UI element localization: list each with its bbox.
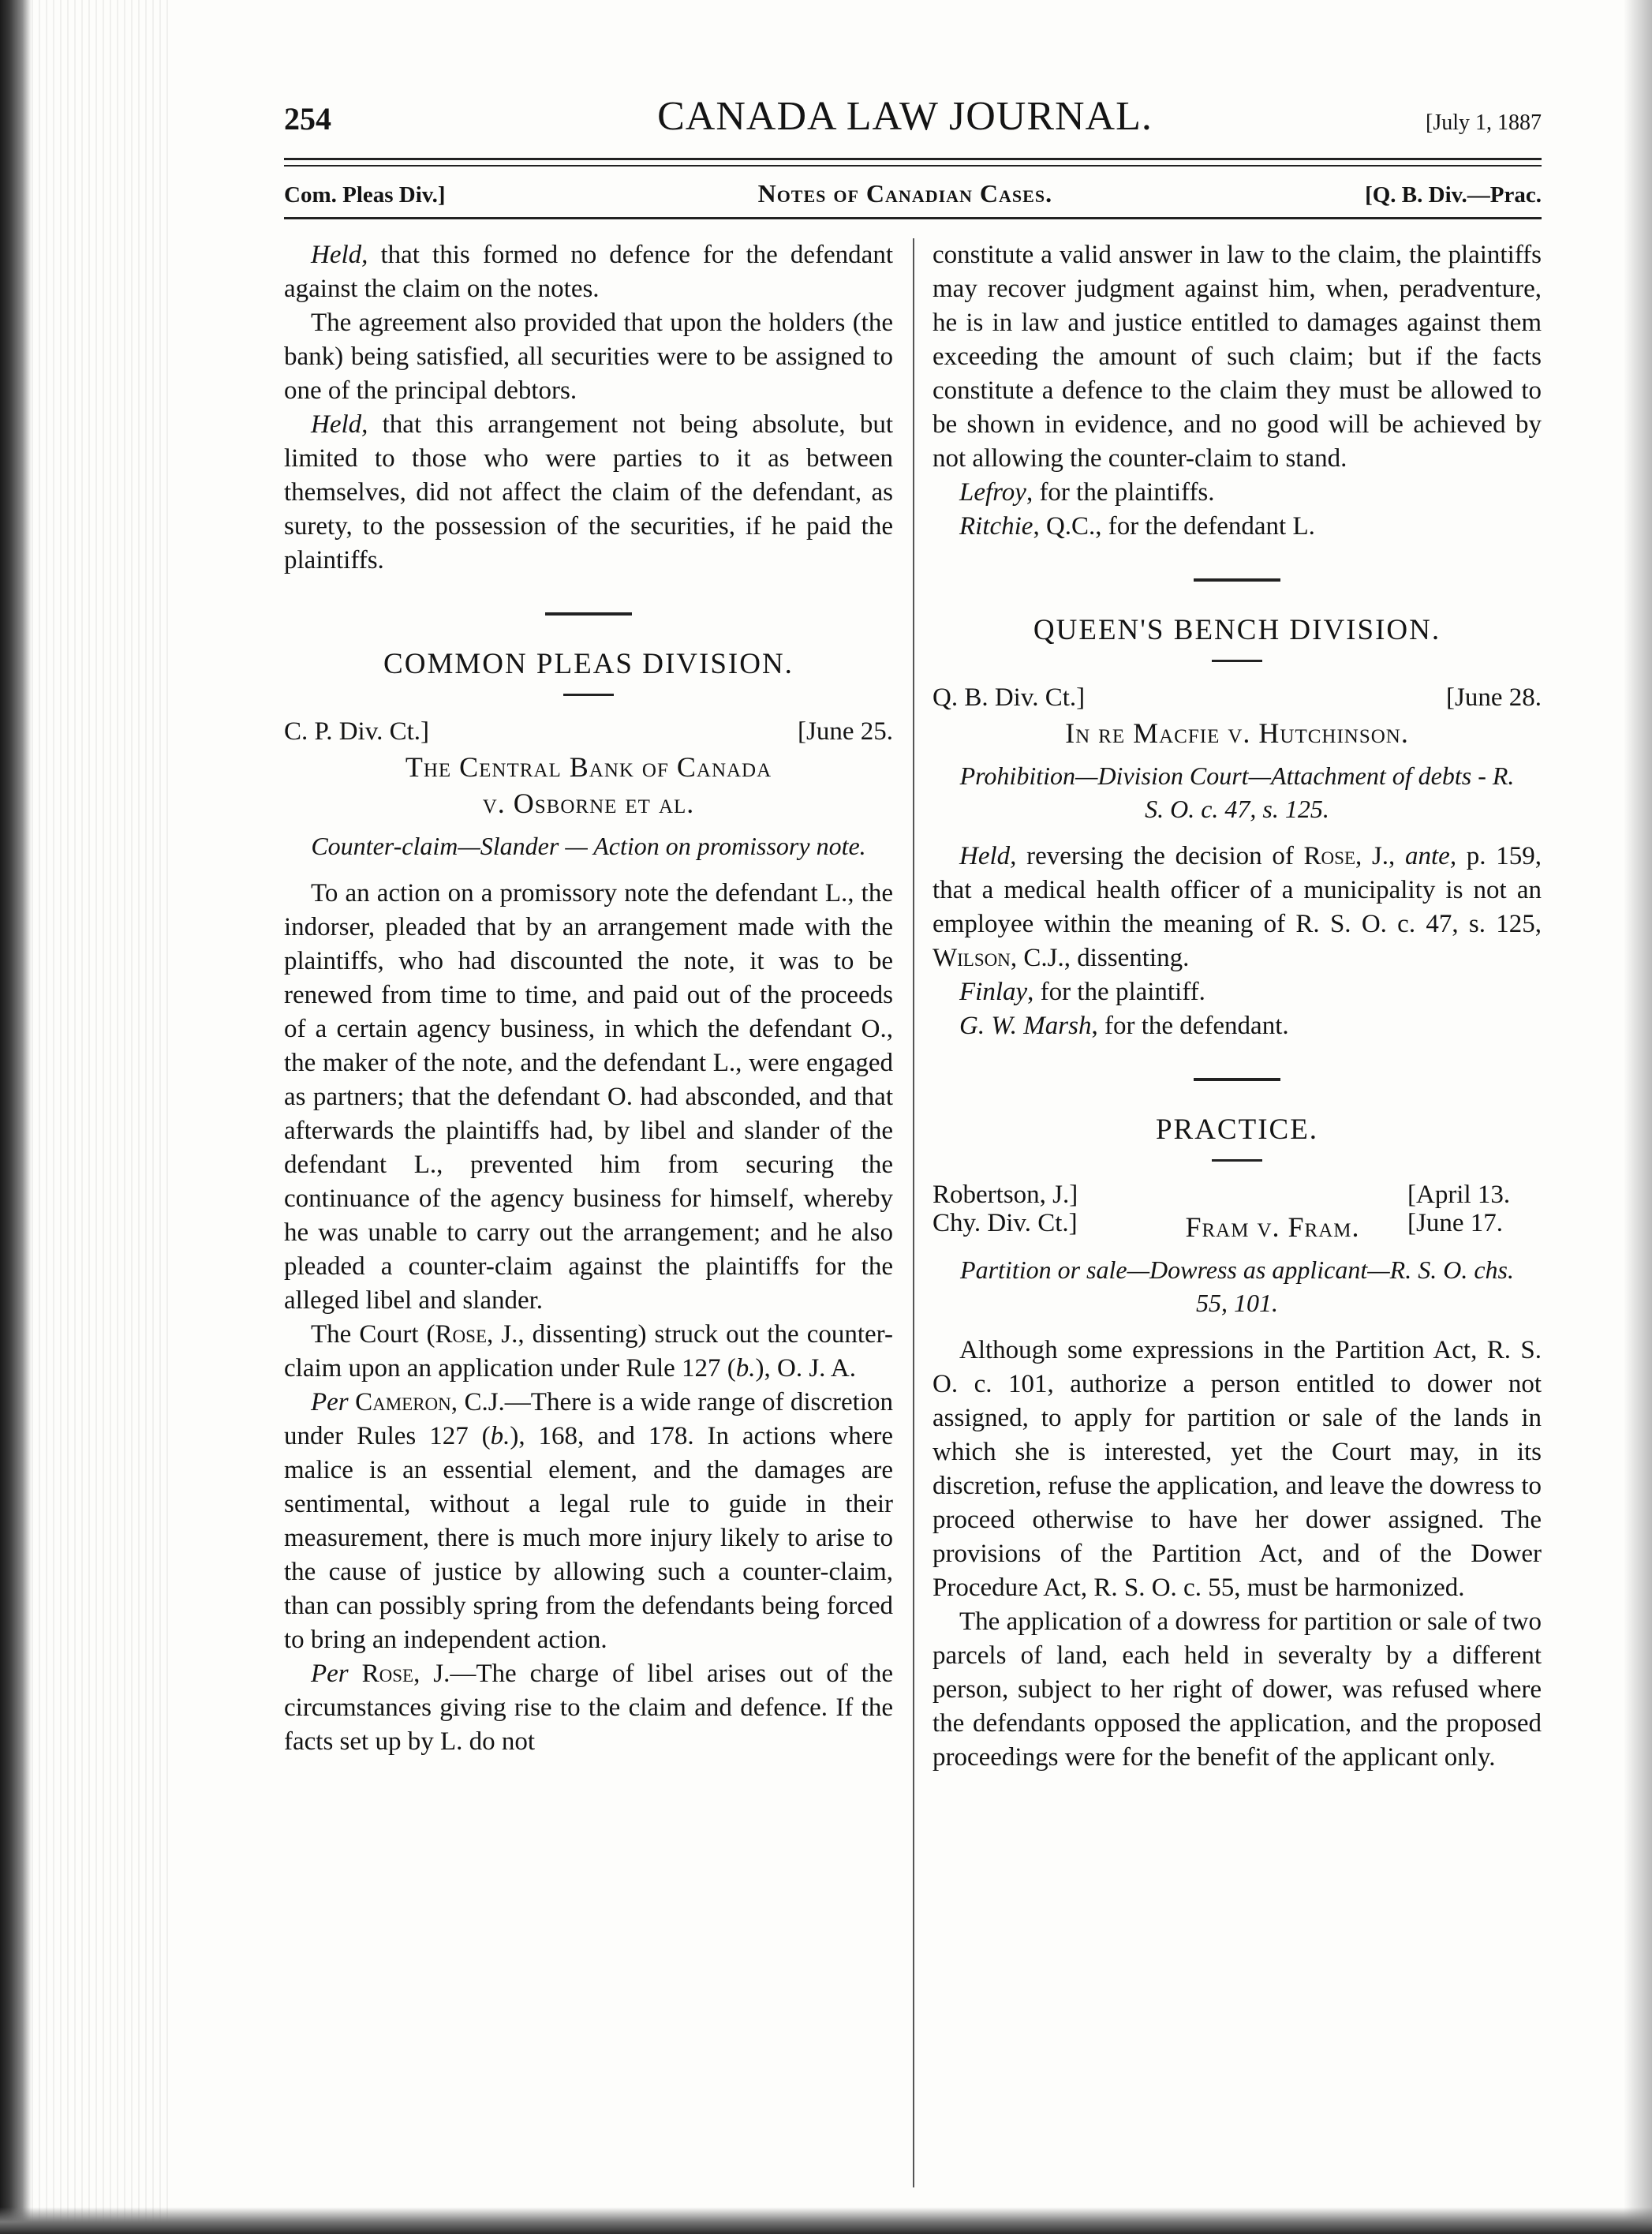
- paragraph-text: , J.,: [1355, 842, 1406, 870]
- paragraph-text: ), 168, and 178. In actions where malice is an essential element, and the damages are sentimental, without a legal rule to guide in their measurement, there is much more injury likely to arise to the cause of justice by allowing such a counter-claim, than can possibly spring from the defendants being forced to bring an independent action.: [284, 1422, 893, 1654]
- heading-rule: [563, 694, 614, 696]
- case-date: [June 17.: [1407, 1209, 1503, 1237]
- paragraph: The application of a dowress for partition or sale of two parcels of land, each held in severalty by a different person, subject to her right of dower, was refused where the defendants opposed the application, and the proposed proceedings were for the benefit of the applicant only.: [933, 1607, 1542, 1772]
- case-title: [284, 749, 893, 821]
- section-separator: [1194, 1078, 1280, 1081]
- paragraph-italic: b.: [490, 1422, 510, 1450]
- subhead-rule: [284, 217, 1542, 219]
- header-double-rule: [284, 158, 1542, 167]
- court-label: C. P. Div. Ct.]: [284, 717, 429, 746]
- case-title-line: The Central Bank of Canada: [405, 751, 772, 783]
- paragraph-text: ), O. J. A.: [755, 1354, 856, 1383]
- running-head: [284, 93, 1542, 152]
- counsel-line: [933, 510, 1542, 544]
- per-word: Per: [311, 1388, 356, 1416]
- judge-label: Robertson, J.]: [933, 1181, 1078, 1209]
- case-court-line: [933, 681, 1542, 715]
- paragraph-text: The Court (: [311, 1320, 435, 1349]
- judge-name: Wilson: [933, 944, 1011, 972]
- paragraph-text: reversing the decision of: [1016, 842, 1304, 870]
- section-separator: [545, 612, 632, 616]
- center-section-label: Notes of Canadian Cases.: [757, 179, 1053, 208]
- section-separator: [1194, 578, 1280, 582]
- counsel-name: Ritchie: [959, 512, 1033, 541]
- scan-bottom-edge: [0, 2207, 1652, 2234]
- section-heading-queens-bench: QUEEN'S BENCH DIVISION.: [1033, 614, 1441, 646]
- paragraph: The agreement also provided that upon the holders (the bank) being satisfied, all securities were to be assigned to one of the principal debtors.: [284, 309, 893, 405]
- case-court-line: [284, 715, 893, 749]
- paragraph-text: , J.—The charge of libel arises out of the circumstances giving rise to the claim and defence. If the facts set up by L. do not: [284, 1660, 893, 1756]
- judge-name: Rose: [1303, 842, 1355, 870]
- page-number: 254: [284, 101, 331, 137]
- held-word: Held,: [959, 842, 1017, 870]
- paragraph: [284, 408, 893, 578]
- section-heading-common-pleas: COMMON PLEAS DIVISION.: [383, 648, 794, 680]
- catchwords: Prohibition—Division Court—Attachment of debts - R. S. O. c. 47, s. 125.: [959, 762, 1515, 823]
- catchwords: Counter-claim—Slander — Action on promissory note.: [311, 832, 866, 860]
- court-label: Chy. Div. Ct.]: [933, 1209, 1078, 1237]
- paragraph-text: , C.J., dissenting.: [1010, 944, 1190, 972]
- case-title-line: v. Osborne et al.: [482, 788, 695, 819]
- left-section-label: Com. Pleas Div.]: [284, 182, 446, 208]
- counsel-text: , Q.C., for the defendant L.: [1033, 512, 1315, 541]
- paragraph: To an action on a promissory note the defendant L., the indorser, pleaded that by an arrangement made with the plaintiffs, who had discounted the note, it was to be renewed from time to time, and paid out of the proceeds of a certain agency business, in which the defendant O., the maker of the note, and the defendant L., were engaged as partners; that the defendant O. had absconded, and that afterwards the plaintiffs had, by libel and slander of the defendant L., prevented him from securing the continuance of the agency business for himself, whereby he was unable to carry out the arrangement; and he also pleaded a counter-claim against the plaintiffs for the alleged libel and slander.: [284, 879, 893, 1315]
- paragraph-text: that this arrangement not being absolute, but limited to those who were parties to it as between themselves, did not affect the claim of the defendant, as surety, to the possession of the securities, if he paid the plaintiffs.: [284, 410, 893, 574]
- paragraph: constitute a valid answer in law to the claim, the plaintiffs may recover judgment against him, when, peradventure, he is in law and justice entitled to damages against them exceeding the amount of such claim; but if the facts constitute a defence to the claim they must be allowed to be shown in evidence, and no good will be achieved by not allowing the counter-claim to stand.: [933, 241, 1542, 473]
- paragraph: [284, 1386, 893, 1657]
- paragraph-text: , J., dissenting) struck out the counter-claim upon an application under Rule 127 (: [284, 1320, 893, 1383]
- journal-title: CANADA LAW JOURNAL.: [657, 94, 1153, 139]
- judge-name: Rose: [435, 1320, 487, 1349]
- counsel-name: Lefroy: [959, 478, 1026, 507]
- paragraph-italic: ante,: [1405, 842, 1457, 870]
- paragraph: Although some expressions in the Partition Act, R. S. O. c. 101, authorize a person entitled to dower not assigned, to apply for partition or sale of the lands in which she is interested, yet the Court may, in its discretion, refuse the application, and leave the dowress to proceed otherwise to have her dower assigned. The provisions of the Partition Act, and of the Dower Procedure Act, R. S. O. c. 55, must be harmonized.: [933, 1336, 1542, 1602]
- judge-name: Cameron: [355, 1388, 451, 1416]
- case-title: Fram v. Fram.: [1185, 1211, 1360, 1243]
- column-divider: [913, 238, 914, 2187]
- heading-rule: [1212, 660, 1262, 662]
- counsel-text: , for the plaintiff.: [1027, 978, 1205, 1006]
- counsel-name: Finlay: [959, 978, 1028, 1006]
- counsel-line: [933, 1009, 1542, 1043]
- left-column: [284, 238, 893, 1775]
- section-heading-practice: PRACTICE.: [1155, 1113, 1319, 1146]
- heading-rule: [1212, 1159, 1262, 1162]
- paragraph-text: p. 159, that a medical health officer of a municipality is not an employee within the meaning of R. S. O. c. 47, s. 125,: [933, 842, 1542, 938]
- court-label: Q. B. Div. Ct.]: [933, 683, 1086, 712]
- scan-binding-texture: [32, 0, 174, 2234]
- scan-right-edge: [1624, 0, 1652, 2234]
- counsel-line: [933, 476, 1542, 510]
- case-date: [June 28.: [1446, 683, 1542, 712]
- paragraph: [284, 1657, 893, 1759]
- practice-case-header: [933, 1181, 1542, 1245]
- catchwords: Partition or sale—Dowress as applicant—R. S. O. chs. 55, 101.: [960, 1255, 1514, 1317]
- paragraph-text: , C.J.—There is a wide range of discretion under Rules 127 (: [284, 1388, 893, 1450]
- paragraph: [284, 238, 893, 306]
- paragraph-text: that this formed no defence for the defendant against the claim on the notes.: [284, 241, 893, 303]
- case-title: In re Macfie v. Hutchinson.: [1065, 717, 1409, 749]
- case-dates: [1407, 1181, 1542, 1237]
- scan-binding-shadow: [0, 0, 32, 2234]
- held-word: Held,: [311, 241, 368, 269]
- two-column-body: [284, 238, 1542, 1775]
- counsel-text: , for the plaintiffs.: [1026, 478, 1215, 507]
- paragraph: [933, 840, 1542, 975]
- per-word: Per: [311, 1660, 362, 1688]
- right-section-label: [Q. B. Div.—Prac.: [1365, 182, 1542, 208]
- judge-name: Rose: [361, 1660, 414, 1688]
- issue-date: [July 1, 1887: [1426, 110, 1542, 135]
- held-word: Held,: [311, 410, 368, 439]
- counsel-name: G. W. Marsh: [959, 1012, 1092, 1040]
- counsel-text: , for the defendant.: [1091, 1012, 1289, 1040]
- paragraph-italic: b.: [735, 1354, 756, 1383]
- section-subhead: [284, 179, 1542, 214]
- judge-labels: [933, 1181, 1138, 1237]
- paragraph: [284, 1318, 893, 1386]
- case-date: [April 13.: [1407, 1181, 1511, 1209]
- case-date: [June 25.: [798, 717, 893, 746]
- right-column: [933, 238, 1542, 1775]
- journal-page: [284, 93, 1542, 2208]
- counsel-line: [933, 975, 1542, 1009]
